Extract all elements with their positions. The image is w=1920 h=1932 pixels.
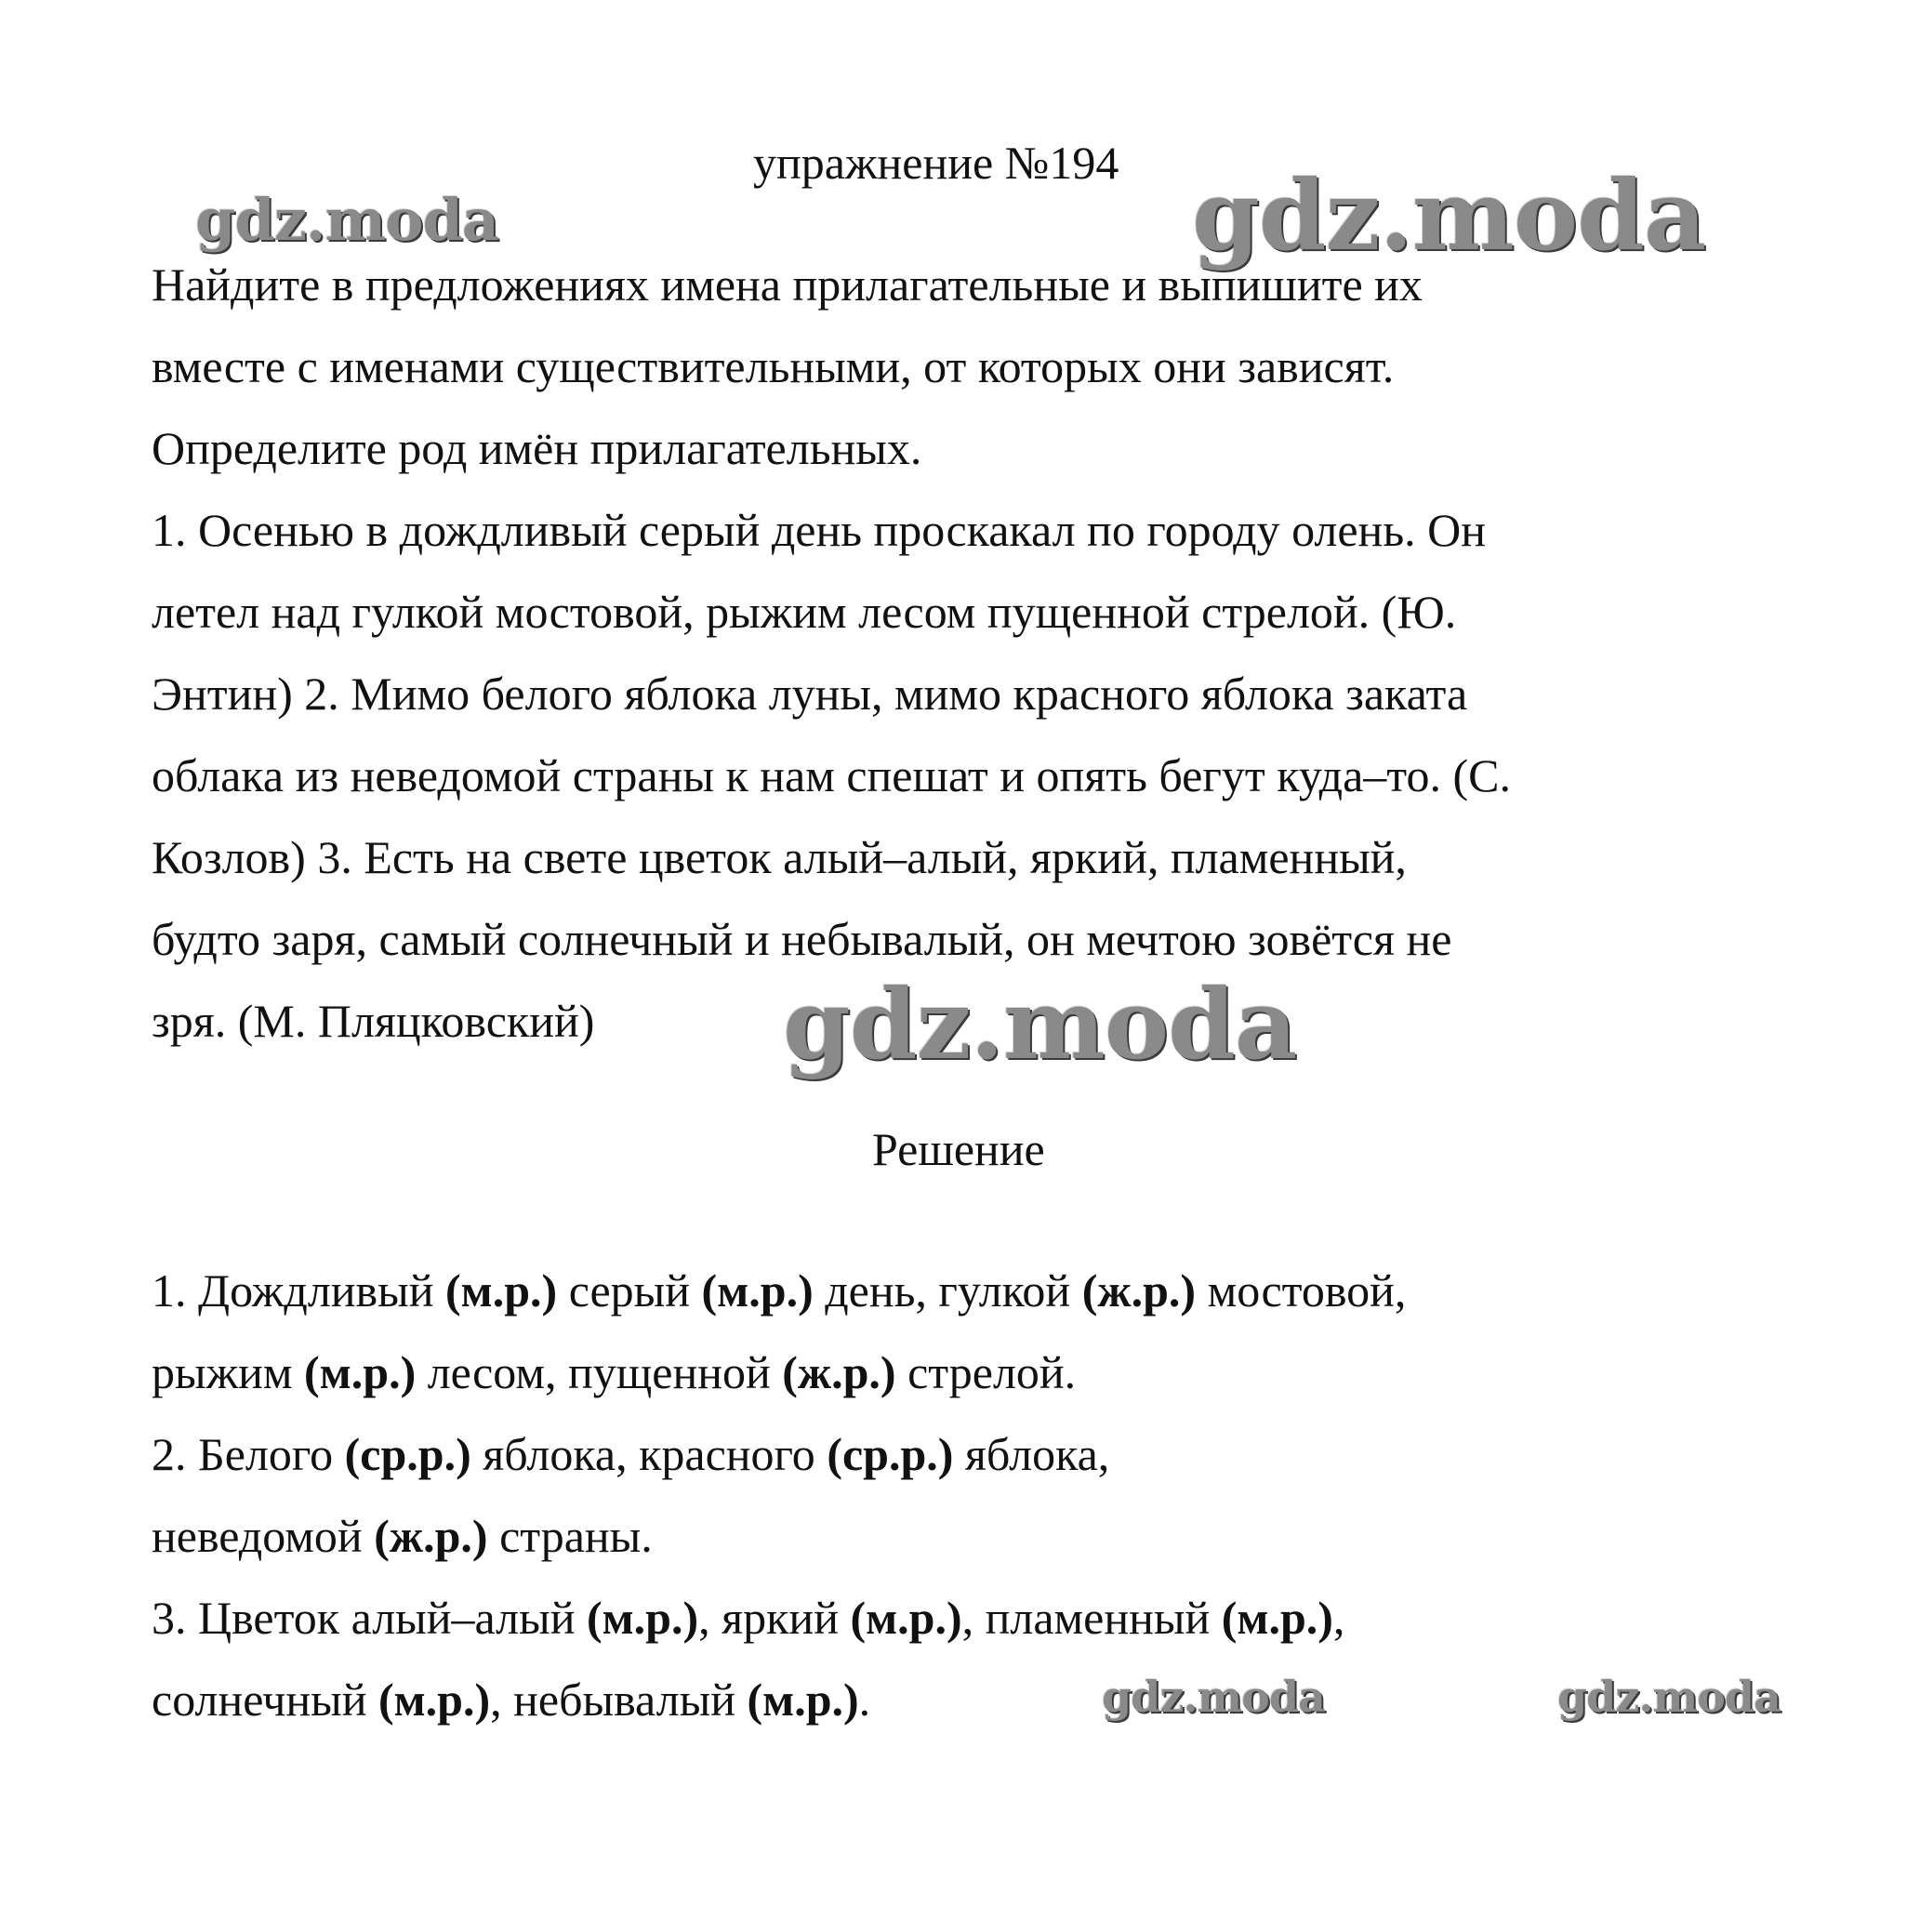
gender-label: (ж.р.) [782, 1346, 896, 1398]
answer-segment: лесом, пущенной [416, 1346, 783, 1398]
task-line: зря. (М. Пляцковский) [152, 995, 595, 1047]
task-line: Найдите в предложениях имена прилагательные и выпишите их [152, 258, 1423, 311]
answer-segment: неведомой [152, 1510, 375, 1562]
answer-segment: 1. Дождливый [152, 1264, 446, 1317]
answer-segment: 3. Цветок алый–алый [152, 1592, 587, 1644]
gender-label: (ж.р.) [1081, 1264, 1197, 1317]
watermark: gdz.moda [1102, 1672, 1325, 1722]
answer-segment: , [1332, 1592, 1345, 1644]
gender-label: (м.р.) [747, 1674, 859, 1726]
task-text [152, 244, 1825, 1062]
gender-label: (ср.р.) [827, 1428, 954, 1480]
gender-label: (м.р.) [701, 1264, 814, 1317]
page-title: упражнение №194 [753, 137, 1119, 189]
watermark: gdz.moda [1192, 158, 1706, 272]
watermark: gdz.moda [195, 186, 498, 254]
answer-segment: , пламенный [961, 1592, 1222, 1644]
answer-segment: рыжим [152, 1346, 305, 1398]
task-line: Определите род имён прилагательных. [152, 422, 922, 474]
task-line: облака из неведомой страны к нам спешат и опять бегут куда–то. (С. [152, 749, 1511, 801]
answer-segment: яблока, [953, 1428, 1110, 1480]
answer-segment: серый [557, 1264, 702, 1317]
gender-label: (ср.р.) [344, 1428, 471, 1480]
answer-line [152, 1495, 1825, 1577]
answer-segment: мостовой, [1196, 1264, 1407, 1317]
answer-line [152, 1413, 1825, 1495]
answer-segment: . [858, 1674, 871, 1726]
answer-segment: стрелой. [895, 1346, 1077, 1398]
task-line: Козлов) 3. Есть на свете цветок алый–алый, яркий, пламенный, [152, 831, 1407, 883]
watermark: gdz.moda [783, 967, 1297, 1081]
gender-label: (м.р.) [445, 1264, 558, 1317]
task-line: вместе с именами существительными, от которых они зависят. [152, 340, 1395, 392]
answer-text [152, 1250, 1825, 1740]
answer-segment: день, гулкой [813, 1264, 1082, 1317]
gender-label: (м.р.) [850, 1592, 962, 1644]
answer-segment: яблока, красного [470, 1428, 828, 1480]
answer-line [152, 1577, 1825, 1659]
answer-line [152, 1331, 1825, 1413]
answer-segment: солнечный [152, 1674, 378, 1726]
answer-line [152, 1659, 1825, 1740]
gender-label: (м.р.) [586, 1592, 699, 1644]
task-line: Энтин) 2. Мимо белого яблока луны, мимо красного яблока заката [152, 668, 1468, 720]
solution-heading: Решение [872, 1123, 1045, 1175]
watermark: gdz.moda [1557, 1672, 1781, 1722]
answer-segment: , яркий [698, 1592, 851, 1644]
gender-label: (м.р.) [377, 1674, 491, 1726]
answer-segment: 2. Белого [152, 1428, 345, 1480]
answer-segment: страны. [487, 1510, 653, 1562]
task-line: 1. Осенью в дождливый серый день проскакал по городу олень. Он [152, 504, 1486, 556]
gender-label: (м.р.) [304, 1346, 417, 1398]
gender-label: (ж.р.) [374, 1510, 488, 1562]
answer-segment: , небывалый [490, 1674, 748, 1726]
gender-label: (м.р.) [1221, 1592, 1333, 1644]
task-line: будто заря, самый солнечный и небывалый, он мечтою зовётся не [152, 913, 1452, 965]
answer-line [152, 1250, 1825, 1331]
task-line: летел над гулкой мостовой, рыжим лесом пущенной стрелой. (Ю. [152, 586, 1457, 638]
